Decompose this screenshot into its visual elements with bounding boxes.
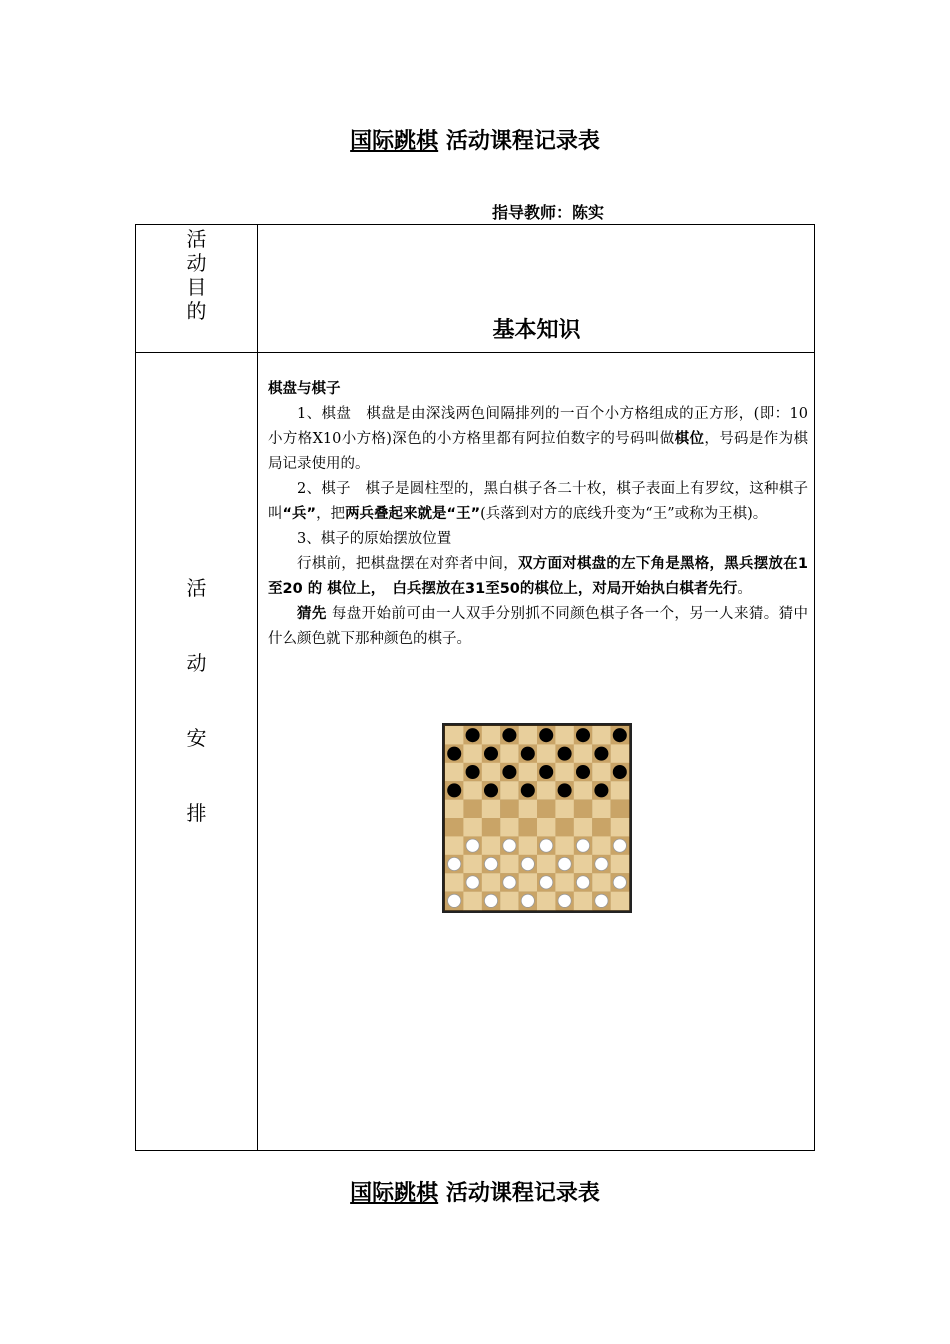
white-piece [595,857,608,870]
label-char: 目 [186,275,207,299]
activity-arrangement-label [136,551,257,851]
checkers-board-image [442,723,632,913]
white-piece [484,894,497,907]
title-rest: 活动课程记录表 [445,1181,600,1206]
light-square [611,892,630,911]
label-char: 动 [186,251,207,275]
light-square [482,873,501,892]
dark-square [445,818,464,837]
light-square [482,726,501,745]
black-piece [521,747,534,760]
light-square [611,818,630,837]
black-piece [484,747,497,760]
light-square [537,781,556,800]
light-square [574,855,593,874]
dark-square [611,800,630,819]
black-piece [540,729,553,742]
light-square [574,744,593,763]
light-square [519,763,538,782]
light-square [555,800,574,819]
text-run: (兵落到对方的底线升变为“王”或称为王棋)。 [480,506,768,522]
light-square [500,781,519,800]
light-square [574,818,593,837]
title-underlined: 国际跳棋 [350,1181,439,1206]
dark-square [500,800,519,819]
white-piece [484,857,497,870]
light-square [537,892,556,911]
light-square [555,873,574,892]
light-square [574,781,593,800]
light-square [519,800,538,819]
light-square [555,836,574,855]
activity-content [268,377,808,652]
light-square [463,855,482,874]
white-piece [576,839,589,852]
light-square [537,744,556,763]
paragraph-setup [268,552,808,602]
black-piece [521,784,534,797]
white-piece [540,839,553,852]
label-char: 动 [186,651,207,675]
light-square [519,836,538,855]
white-piece [466,876,479,889]
checkers-board [442,723,632,913]
light-square [611,781,630,800]
black-piece [558,784,571,797]
bold-text: 猜先 [297,606,327,622]
light-square [482,836,501,855]
white-piece [521,857,534,870]
light-square [500,818,519,837]
white-piece [558,857,571,870]
teacher-name: 指导教师：陈实 [492,203,605,222]
black-piece [484,784,497,797]
light-square [555,763,574,782]
white-piece [576,876,589,889]
activity-purpose-value: 基本知识 [492,318,581,343]
white-piece [503,839,516,852]
title-underlined: 国际跳棋 [350,129,439,154]
page-title [0,124,950,155]
text-run: 1、棋盘 棋盘是由深浅两色间隔排列的一百个小方格组成的正方形，(即：10小方格X10小方格)深色的小方格里都有阿拉伯数字的号码叫做 [268,406,808,447]
black-piece [595,747,608,760]
bold-text: 棋位 [674,431,705,447]
light-square [537,818,556,837]
label-char: 活 [186,576,207,600]
black-piece [540,765,553,778]
dark-square [555,818,574,837]
white-piece [613,876,626,889]
light-square [463,744,482,763]
title-rest: 活动课程记录表 [445,129,600,154]
light-square [463,781,482,800]
dark-square [519,818,538,837]
black-piece [466,765,479,778]
white-piece [613,839,626,852]
light-square [555,726,574,745]
light-square [592,763,611,782]
label-char: 安 [186,726,207,750]
text-run: 2、棋子 棋子是圆柱型的，黑白棋子各二十枚，棋子表面上有罗纹，这种棋子叫 [268,481,808,522]
black-piece [613,729,626,742]
white-piece [558,894,571,907]
white-piece [595,894,608,907]
light-square [445,800,464,819]
light-square [482,800,501,819]
text-run: 行棋前，把棋盘摆在对弈者中间， [297,556,518,572]
black-piece [503,729,516,742]
black-piece [448,747,461,760]
light-square [445,726,464,745]
white-piece [503,876,516,889]
black-piece [576,729,589,742]
column-divider [257,225,258,1150]
text-run: ，把 [316,506,346,522]
white-piece [448,894,461,907]
section-heading: 棋盘与棋子 [268,381,341,397]
bold-text: 双方面对棋盘的左下角是黑格，黑兵摆放在1至20 的 棋位上， 白兵摆放在31至50的棋位上，对局开始执白棋者先行 [268,556,809,597]
light-square [574,892,593,911]
paragraph-pieces [268,477,808,527]
light-square [519,726,538,745]
light-square [611,855,630,874]
bold-text: 两兵叠起来就是“王” [345,506,481,522]
activity-purpose-label [136,227,257,323]
label-char: 排 [186,801,207,825]
light-square [592,836,611,855]
dark-square [574,800,593,819]
black-piece [595,784,608,797]
paragraph-setup-heading: 3、棋子的原始摆放位置 [297,531,452,547]
light-square [611,744,630,763]
record-table [135,224,815,1151]
text-run: ，号码是作为棋局记录使用的。 [268,431,808,472]
text-run: 。 [737,581,752,597]
light-square [445,763,464,782]
light-square [500,892,519,911]
label-char: 活 [186,227,207,251]
black-piece [448,784,461,797]
white-piece [448,857,461,870]
dark-square [592,818,611,837]
light-square [500,855,519,874]
white-piece [466,839,479,852]
label-char: 的 [186,299,207,323]
bold-text: “兵” [282,506,317,522]
paragraph-board [268,402,808,477]
dark-square [463,800,482,819]
light-square [445,873,464,892]
black-piece [558,747,571,760]
light-square [592,873,611,892]
light-square [519,873,538,892]
light-square [482,763,501,782]
text-run: 每盘开始前可由一人双手分别抓不同颜色棋子各一个，另一人来猜。猜中什么颜色就下那种颜色的棋子。 [268,606,809,647]
black-piece [576,765,589,778]
black-piece [503,765,516,778]
light-square [500,744,519,763]
light-square [463,818,482,837]
black-piece [613,765,626,778]
white-piece [540,876,553,889]
black-piece [466,729,479,742]
white-piece [521,894,534,907]
light-square [463,892,482,911]
row-divider [136,352,814,353]
paragraph-guess [268,602,808,652]
dark-square [537,800,556,819]
light-square [445,836,464,855]
light-square [537,855,556,874]
dark-square [482,818,501,837]
light-square [592,726,611,745]
footer-title [0,1176,950,1207]
light-square [592,800,611,819]
